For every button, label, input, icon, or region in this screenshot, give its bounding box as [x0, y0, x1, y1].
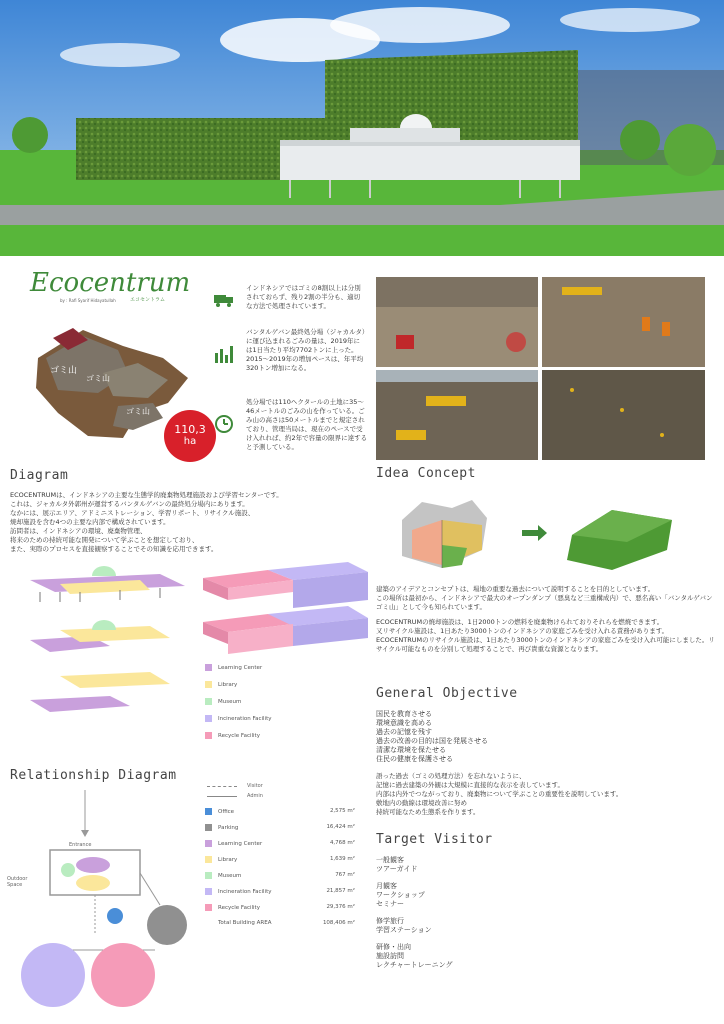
area-row [205, 856, 355, 866]
target-item: 学習ステーション [376, 926, 432, 934]
diagram-legend [205, 664, 345, 744]
area-swatch [205, 808, 212, 815]
fact-3: 処分場では110ヘクタールの土地に35～46メートルのごみの山を作っている。ごみ山の高さは50メートルまでと規定されており、管理当局は、現在のペースで受け入れれば、約2年で容量の限界に達すると予測している。 [246, 398, 368, 451]
intro-line: なかには、展示エリア、アドミニストレーション、学習リポート、リサイクル施設、 [10, 509, 255, 517]
area-value: 2,575 m² [329, 808, 355, 814]
objective-item: 清潔な環境を保たせる [376, 746, 446, 754]
legend-item [205, 732, 260, 742]
area-value: 108,406 m² [322, 920, 355, 926]
target-item: 月観客 [376, 882, 397, 890]
objective-list [376, 710, 676, 764]
target-group [376, 917, 576, 935]
idea-paragraph: 建築のアイデアとコンセプトは、場地の重要な過去について説明することを目的としています。 [376, 585, 655, 593]
fact-1: インドネシアではゴミの8割以上は分別されておらず、残り2割の半分も、適切な方法で処理されています。 [246, 284, 361, 310]
area-value: 1,639 m² [329, 856, 355, 862]
idea-paragraph: ECOCENTRUMの焼却施設は、1日2000トンの燃料を廃棄物けられておりそれらを燃焼できます。 [376, 618, 664, 626]
area-name: Parking [218, 825, 239, 831]
area-row [205, 904, 355, 914]
site-label-2: ゴミ山 [86, 374, 110, 383]
legend-label: Library [218, 682, 238, 688]
entrance-label: Entrance [69, 842, 92, 848]
legend-label: Museum [218, 699, 242, 705]
area-swatch [205, 888, 212, 895]
objective-note: 記憶に過去建築の外観は大規模に直接的な表示を表しています。 [376, 781, 564, 789]
area-row [205, 824, 355, 834]
diagram-intro [10, 491, 370, 554]
site-label-3: ゴミ山 [126, 407, 150, 416]
legend-item [205, 715, 272, 725]
area-name: Total Building AREA [218, 920, 272, 926]
objective-note: 敷地内の動線は環境改善に努め [376, 799, 467, 807]
area-swatch [205, 840, 212, 847]
area-row [205, 888, 355, 898]
legend-swatch [205, 681, 212, 688]
idea-heading: Idea Concept [376, 466, 476, 481]
legend-item [205, 664, 262, 674]
legend-swatch [205, 732, 212, 739]
facility-blocks-diagram [198, 560, 368, 674]
objective-note: 持続可能なため生態系を作ります。 [376, 808, 480, 816]
legend-item [205, 698, 241, 708]
landfill-photo-2 [542, 277, 705, 367]
line-legend [207, 783, 347, 808]
legend-item [205, 681, 237, 691]
legend-label: Recycle Facility [218, 733, 260, 739]
intro-line: また、実際のプロセスを直接観察することでその知識を応用できます。 [10, 545, 218, 553]
target-group [376, 856, 576, 874]
target-item: 研修・出向 [376, 943, 411, 951]
area-swatch [205, 824, 212, 831]
area-name: Recycle Facility [218, 905, 260, 911]
area-unit: ha [183, 436, 197, 447]
target-item: 修学旅行 [376, 917, 404, 925]
landfill-photo-3 [376, 370, 538, 460]
legend-label: Learning Center [218, 665, 263, 671]
objective-note: 語った過去（ゴミの処理方法）を忘れないように、 [376, 772, 526, 780]
area-row [205, 808, 355, 818]
target-item: レクチャートレーニング [376, 961, 453, 969]
legend-label: Incineration Facility [218, 716, 272, 722]
intro-line: 訪問者は、インドネシアの環境、廃棄物管理、 [10, 527, 147, 535]
area-name: Museum [218, 873, 242, 879]
landfill-photo-4 [542, 370, 705, 460]
area-swatch [205, 872, 212, 879]
area-name: Incineration Facility [218, 889, 272, 895]
area-badge [164, 410, 216, 462]
clock-icon [214, 414, 234, 438]
idea-text [376, 585, 716, 654]
area-value: 29,376 m² [326, 904, 355, 910]
logo-title: Ecocentrum [30, 268, 191, 298]
area-name: Office [218, 809, 235, 815]
objective-heading: General Objective [376, 686, 518, 701]
area-swatch [205, 856, 212, 863]
target-item: 施設訪問 [376, 952, 404, 960]
legend-swatch [205, 664, 212, 671]
objective-item: 住民の健康を保護させる [376, 755, 453, 763]
area-name: Library [218, 857, 238, 863]
target-item: ツアーガイド [376, 865, 418, 873]
logo-subtitle: エコセントラム [130, 297, 165, 303]
visitor-line [207, 786, 237, 787]
area-value: 4,768 m² [329, 840, 355, 846]
landfill-photo-1 [376, 277, 538, 367]
area-value: 767 m² [335, 872, 355, 878]
area-total-row [205, 920, 355, 930]
visitor-line-label: Visitor [247, 783, 263, 789]
area-swatch [205, 904, 212, 911]
axonometric-diagram [20, 560, 200, 734]
target-heading: Target Visitor [376, 832, 493, 847]
area-value: 16,424 m² [326, 824, 355, 830]
idea-paragraph: 又リサイクル施設は、1日あたり3000トンのインドネシアの家庭ごみを受け入れる責務があります。 [376, 627, 669, 635]
objective-item: 過去の改善の目的は国を発展させる [376, 737, 488, 745]
logo-byline: by : Rafi Syarif Hidayatullah [60, 298, 116, 303]
target-list [376, 856, 576, 970]
intro-line: 焼却施設を含む4つの主要な内部で構成されています。 [10, 518, 170, 526]
intro-line: 将来のための持続可能な開発について学ぶことを想定しており、 [10, 536, 199, 544]
intro-line: これは、ジャカルタ外郭州が運営するバンタルゲバンの最終処分場内にあります。 [10, 500, 249, 508]
outdoor-label: Outdoor Space [7, 876, 28, 888]
target-item: 一般観客 [376, 856, 404, 864]
objective-note: 内部は内外でつながっており、廃棄物について学ぶことの重要性を説明しています。 [376, 790, 623, 798]
area-value: 110,3 [174, 423, 206, 436]
idea-paragraph: この場所は最初から、インドネシアで最大のオープンダンプ（悪臭など三重構成内）で、悪名高い「バンタルゲバンゴミ山」として今も知られています。 [376, 594, 713, 611]
intro-line: ECOCENTRUMは、インドネシアの主要な生態学的廃棄物処理施設および学習センターです。 [10, 491, 283, 499]
area-row [205, 840, 355, 850]
idea-paragraph: ECOCENTRUMのリサイクル施設は、1日あたり3000トンのインドネシアの家庭ごみを受け入れ可能にしました。リサイクル可能なものを分別して処理することで、再び貴重な資源となります。 [376, 636, 715, 653]
relationship-heading: Relationship Diagram [10, 768, 177, 783]
target-group [376, 882, 576, 909]
legend-swatch [205, 698, 212, 705]
diagram-heading: Diagram [10, 468, 69, 483]
relationship-graph [5, 785, 205, 1020]
concept-diagram [382, 490, 682, 584]
hero-rendering [0, 0, 724, 256]
target-item: セミナー [376, 900, 404, 908]
admin-line-label: Admin [247, 793, 263, 799]
target-group [376, 943, 576, 970]
objective-notes [376, 772, 716, 817]
area-row [205, 872, 355, 882]
logo [30, 268, 191, 318]
bar-chart-icon [214, 345, 234, 367]
objective-item: 過去の記憶を残す [376, 728, 432, 736]
area-table [205, 808, 355, 933]
site-label-1: ゴミ山 [50, 366, 78, 376]
objective-item: 環境意識を高める [376, 719, 432, 727]
target-item: ワークショップ [376, 891, 425, 899]
fact-2: バンタルゲバン最終処分場（ジャカルタ）に運び込まれるごみの量は、2019年には1日当たり平均7702トンに上った。2015～2019年の増加ペースは、年平均320トン増加になる。 [246, 328, 366, 372]
area-name: Learning Center [218, 841, 263, 847]
admin-line [207, 796, 237, 797]
truck-icon [214, 292, 234, 311]
legend-swatch [205, 715, 212, 722]
objective-item: 国民を教育させる [376, 710, 432, 718]
area-value: 21,857 m² [326, 888, 355, 894]
